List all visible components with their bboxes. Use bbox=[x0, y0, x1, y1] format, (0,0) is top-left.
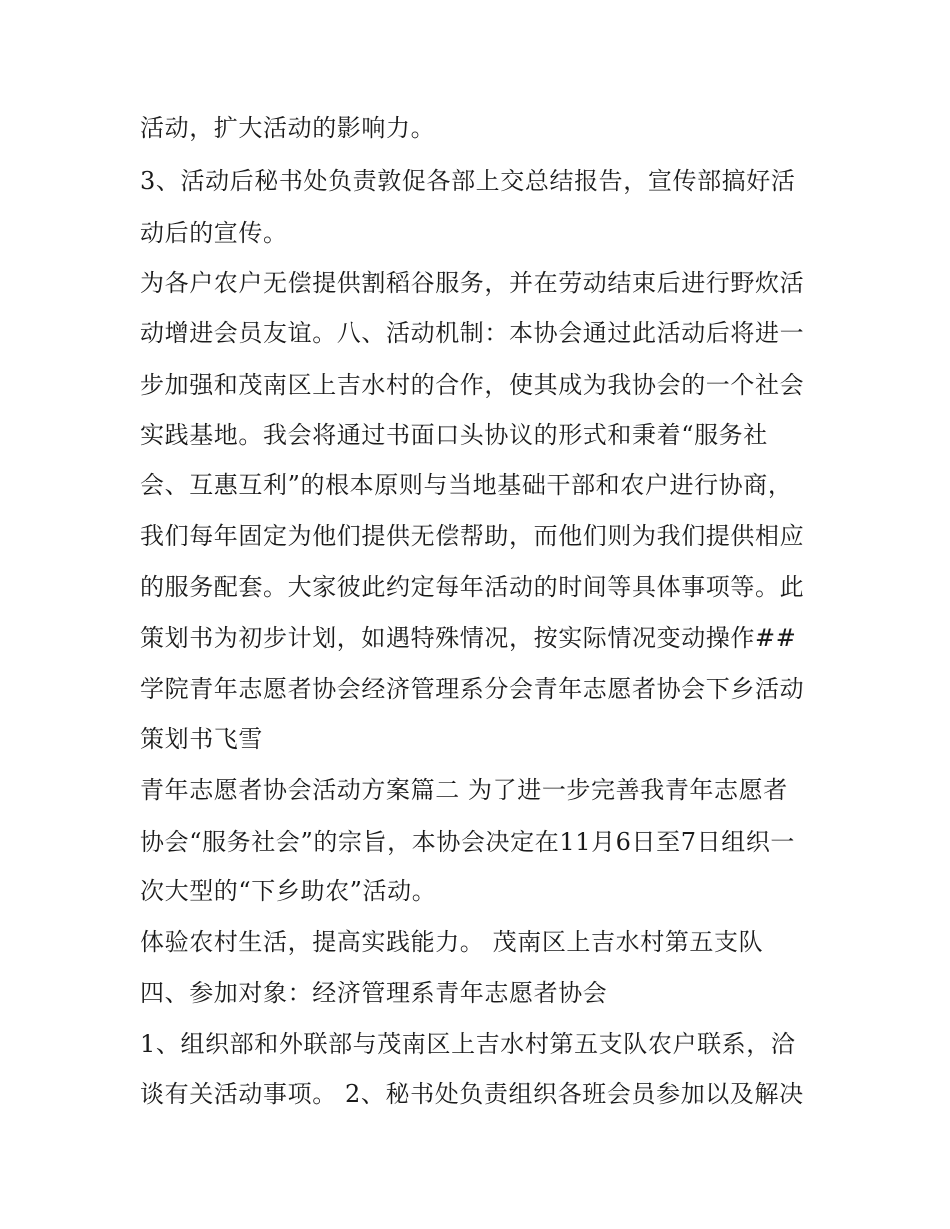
text-line: 实践基地。我会将通过书面口头协议的形式和秉着“服务社 bbox=[140, 421, 768, 449]
text-line: 次大型的“下乡助农”活动。 bbox=[140, 877, 437, 905]
text-line: 四、参加对象：经济管理系青年志愿者协会 bbox=[140, 979, 608, 1007]
text-line: 我们每年固定为他们提供无偿帮助，而他们则为我们提供相应 bbox=[140, 522, 805, 550]
text-line: 动后的宣传。 bbox=[140, 219, 288, 247]
text-line: 策划书为初步计划，如遇特殊情况，按实际情况变动操作## bbox=[140, 624, 797, 652]
text-line: 谈有关活动事项。 2、秘书处负责组织各班会员参加以及解决 bbox=[140, 1080, 804, 1108]
text-line: 会、互惠互利”的根本原则与当地基础干部和农户进行协商， bbox=[140, 471, 793, 499]
text-line: 活动，扩大活动的影响力。 bbox=[140, 114, 436, 142]
text-line: 3、活动后秘书处负责敦促各部上交总结报告，宣传部搞好活 bbox=[140, 167, 796, 195]
text-line: 动增进会员友谊。八、活动机制：本协会通过此活动后将进一 bbox=[140, 319, 805, 347]
text-line: 为各户农户无偿提供割稻谷服务，并在劳动结束后进行野炊活 bbox=[140, 269, 805, 297]
text-line: 1、组织部和外联部与茂南区上吉水村第五支队农户联系，洽 bbox=[140, 1030, 796, 1058]
text-line: 协会“服务社会”的宗旨，本协会决定在11月6日至7日组织一 bbox=[140, 828, 796, 856]
text-line: 策划书飞雪 bbox=[140, 725, 263, 753]
text-line: 学院青年志愿者协会经济管理系分会青年志愿者协会下乡活动 bbox=[140, 675, 805, 703]
text-line: 青年志愿者协会活动方案篇二 为了进一步完善我青年志愿者 bbox=[140, 776, 788, 804]
text-line: 体验农村生活，提高实践能力。 茂南区上吉水村第五支队 bbox=[140, 928, 764, 956]
text-line: 步加强和茂南区上吉水村的合作，使其成为我协会的一个社会 bbox=[140, 371, 805, 399]
text-line: 的服务配套。大家彼此约定每年活动的时间等具体事项等。此 bbox=[140, 573, 805, 601]
